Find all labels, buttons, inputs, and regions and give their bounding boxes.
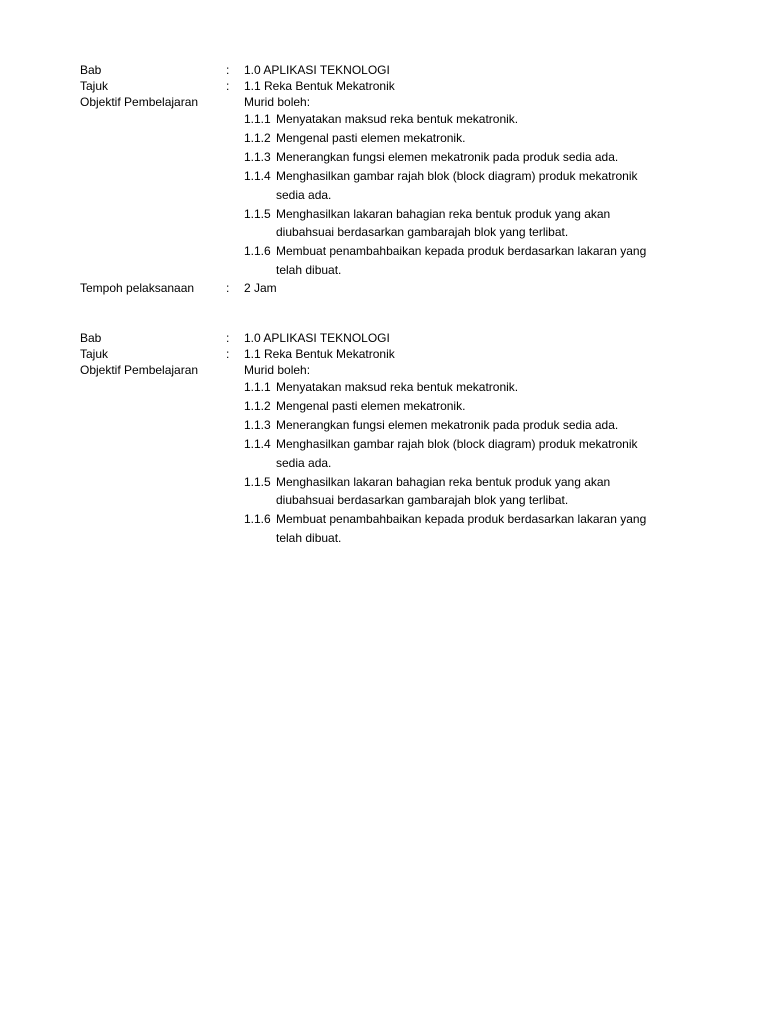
objective-line-1: Membuat penambahbaikan kepada produk berdasarkan lakaran yang bbox=[276, 244, 647, 259]
objectives-list bbox=[244, 378, 700, 547]
tajuk-label: Tajuk bbox=[80, 347, 109, 361]
tempoh-label: Tempoh pelaksanaan bbox=[80, 281, 195, 296]
objective-line-1: Menghasilkan gambar rajah blok (block diagram) produk mekatronik bbox=[276, 169, 638, 184]
tajuk-row bbox=[80, 78, 700, 94]
objective-item bbox=[244, 110, 700, 129]
objective-number: 1.1.2 bbox=[244, 399, 271, 414]
objective-text bbox=[276, 435, 688, 472]
objektif-spacer bbox=[226, 362, 244, 378]
objektif-label: Objektif Pembelajaran bbox=[80, 363, 199, 377]
tempoh-row bbox=[80, 280, 700, 296]
objective-line-1: Mengenal pasti elemen mekatronik. bbox=[276, 131, 466, 146]
objective-number: 1.1.4 bbox=[244, 437, 271, 452]
objektif-row bbox=[80, 362, 700, 378]
objective-text bbox=[276, 510, 688, 547]
objective-text bbox=[276, 416, 688, 435]
objective-item bbox=[244, 148, 700, 167]
objective-number: 1.1.4 bbox=[244, 169, 271, 184]
lesson-section-2 bbox=[80, 330, 700, 548]
bab-label: Bab bbox=[80, 63, 102, 77]
objective-number: 1.1.1 bbox=[244, 380, 271, 394]
tajuk-value: 1.1 Reka Bentuk Mekatronik bbox=[244, 79, 395, 93]
objective-text bbox=[276, 205, 688, 242]
bab-row bbox=[80, 330, 700, 346]
bab-colon: : bbox=[226, 331, 230, 345]
objective-item bbox=[244, 129, 700, 148]
objective-line-1: Menerangkan fungsi elemen mekatronik pada produk sedia ada. bbox=[276, 418, 619, 433]
objective-text bbox=[276, 148, 688, 167]
objective-item bbox=[244, 167, 700, 204]
objektif-spacer bbox=[226, 94, 244, 110]
objective-line-1: Menghasilkan lakaran bahagian reka bentuk produk yang akan bbox=[276, 474, 611, 489]
objective-number: 1.1.5 bbox=[244, 474, 271, 489]
objective-number: 1.1.2 bbox=[244, 131, 271, 146]
tajuk-colon: : bbox=[226, 347, 230, 361]
objective-line-2: sedia ada. bbox=[276, 455, 332, 470]
tajuk-value: 1.1 Reka Bentuk Mekatronik bbox=[244, 347, 395, 361]
objective-item bbox=[244, 435, 700, 472]
objective-line-2: telah dibuat. bbox=[276, 530, 342, 545]
objektif-row bbox=[80, 94, 700, 110]
bab-row bbox=[80, 62, 700, 78]
objective-text bbox=[276, 110, 688, 129]
objective-item bbox=[244, 242, 700, 279]
objective-line-1: Mengenal pasti elemen mekatronik. bbox=[276, 399, 466, 414]
objective-line-2: sedia ada. bbox=[276, 187, 332, 202]
objective-text bbox=[276, 129, 688, 148]
objective-number: 1.1.3 bbox=[244, 418, 271, 433]
objective-line-1: Menghasilkan lakaran bahagian reka bentuk produk yang akan bbox=[276, 206, 611, 221]
objective-line-1: Menerangkan fungsi elemen mekatronik pada produk sedia ada. bbox=[276, 150, 619, 165]
objective-text bbox=[276, 473, 688, 510]
objective-item bbox=[244, 473, 700, 510]
tempoh-colon: : bbox=[226, 281, 230, 296]
tajuk-colon: : bbox=[226, 79, 230, 93]
objective-line-2: diubahsuai berdasarkan gambarajah blok yang terlibat. bbox=[276, 225, 569, 240]
objective-line-2: diubahsuai berdasarkan gambarajah blok yang terlibat. bbox=[276, 493, 569, 508]
objective-item bbox=[244, 416, 700, 435]
objective-item bbox=[244, 205, 700, 242]
lesson-section-1 bbox=[80, 62, 700, 296]
objective-number: 1.1.6 bbox=[244, 512, 271, 527]
objective-item bbox=[244, 397, 700, 416]
objective-number: 1.1.6 bbox=[244, 244, 271, 259]
objective-number: 1.1.3 bbox=[244, 150, 271, 165]
objective-item bbox=[244, 378, 700, 397]
objektif-label: Objektif Pembelajaran bbox=[80, 95, 199, 109]
objective-text bbox=[276, 167, 688, 204]
objective-number: 1.1.1 bbox=[244, 112, 271, 126]
objective-item bbox=[244, 510, 700, 547]
murid-boleh: Murid boleh: bbox=[244, 95, 311, 109]
bab-value: 1.0 APLIKASI TEKNOLOGI bbox=[244, 331, 390, 345]
murid-boleh: Murid boleh: bbox=[244, 363, 311, 377]
objective-line-1: Menyatakan maksud reka bentuk mekatronik. bbox=[276, 112, 519, 126]
bab-value: 1.0 APLIKASI TEKNOLOGI bbox=[244, 63, 390, 77]
objective-number: 1.1.5 bbox=[244, 206, 271, 221]
objective-text bbox=[276, 242, 688, 279]
objective-text bbox=[276, 397, 688, 416]
tajuk-label: Tajuk bbox=[80, 79, 109, 93]
objective-text bbox=[276, 378, 688, 397]
objectives-list bbox=[244, 110, 700, 279]
tajuk-row bbox=[80, 346, 700, 362]
objective-line-1: Menghasilkan gambar rajah blok (block diagram) produk mekatronik bbox=[276, 437, 638, 452]
bab-label: Bab bbox=[80, 331, 102, 345]
objective-line-1: Menyatakan maksud reka bentuk mekatronik. bbox=[276, 380, 519, 394]
bab-colon: : bbox=[226, 63, 230, 77]
tempoh-value: 2 Jam bbox=[244, 281, 277, 296]
objective-line-1: Membuat penambahbaikan kepada produk berdasarkan lakaran yang bbox=[276, 512, 647, 527]
objective-line-2: telah dibuat. bbox=[276, 262, 342, 277]
